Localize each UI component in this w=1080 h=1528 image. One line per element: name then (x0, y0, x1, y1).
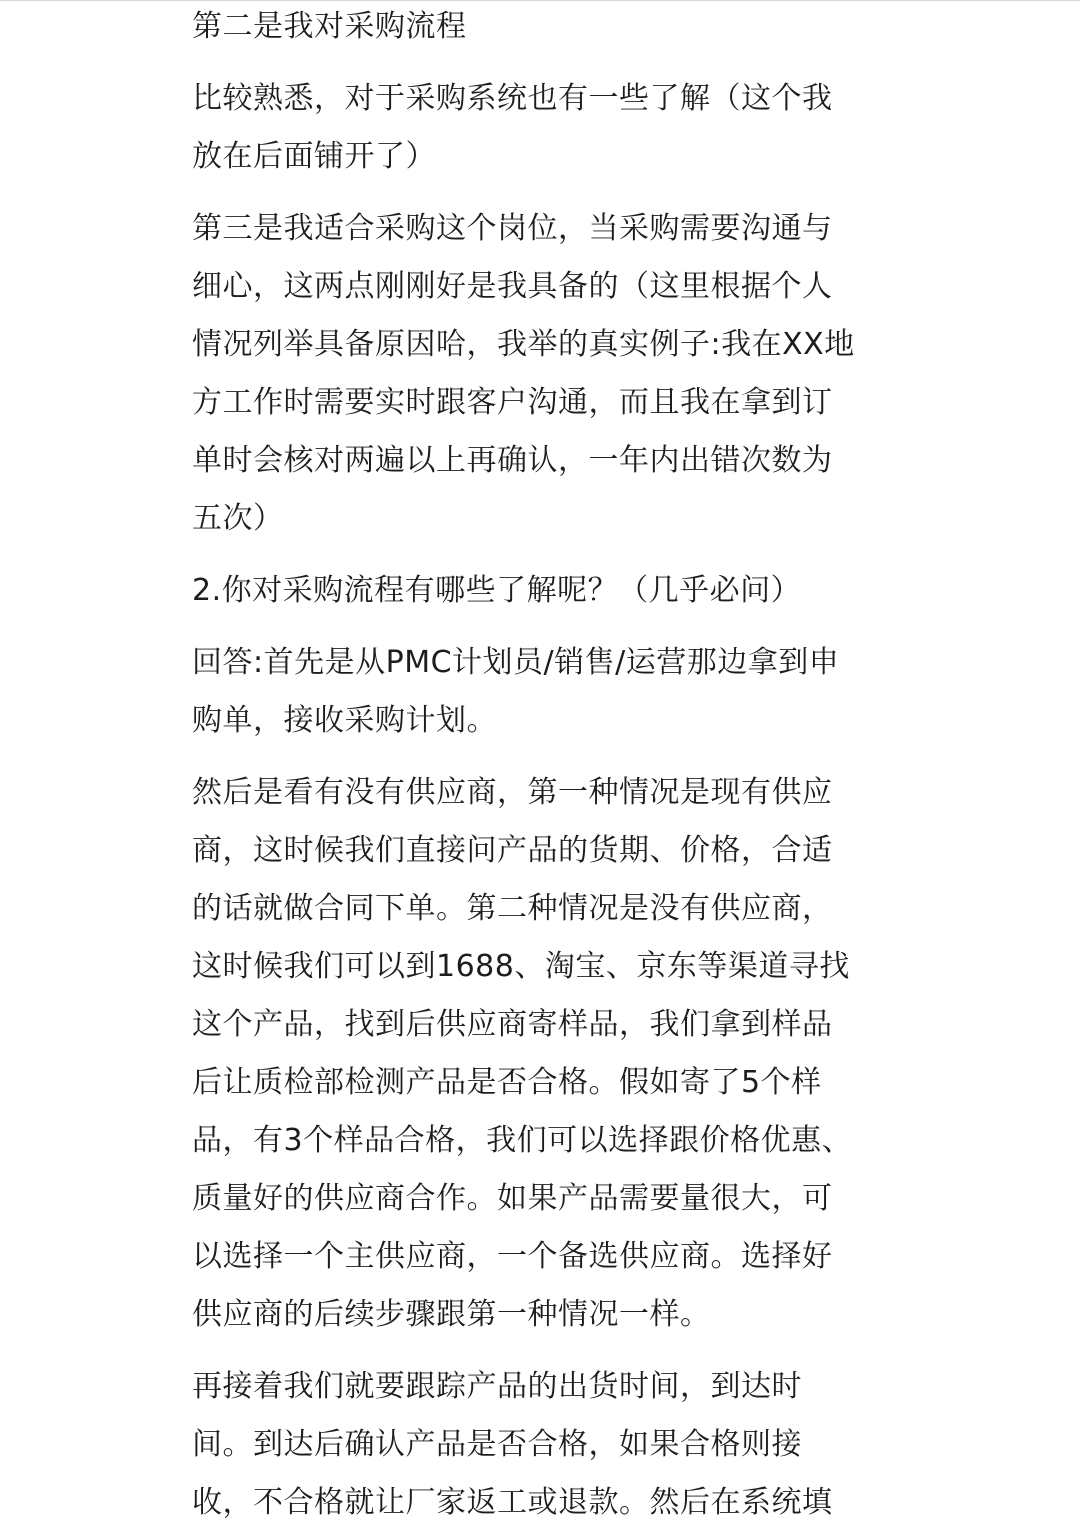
text-line: 比较熟悉，对于采购系统也有一些了解（这个我 (192, 81, 833, 116)
text-line: 购单，接收采购计划。 (192, 703, 497, 738)
text-line: 回答:首先是从PMC计划员/销售/运营那边拿到申 (192, 645, 840, 680)
text-line: 后让质检部检测产品是否合格。假如寄了5个样 (192, 1065, 822, 1100)
text-line: 然后是看有没有供应商，第一种情况是现有供应 (192, 775, 833, 810)
text-line: 再接着我们就要跟踪产品的出货时间，到达时 (192, 1369, 802, 1404)
text-line: 质量好的供应商合作。如果产品需要量很大，可 (192, 1181, 833, 1216)
text-line: 第二是我对采购流程 (192, 9, 467, 44)
text-line: 单时会核对两遍以上再确认，一年内出错次数为 (192, 443, 833, 478)
text-line: 供应商的后续步骤跟第一种情况一样。 (192, 1297, 711, 1332)
text-line: 这时候我们可以到1688、淘宝、京东等渠道寻找 (192, 949, 850, 984)
text-line: 第三是我适合采购这个岗位，当采购需要沟通与 (192, 211, 833, 246)
text-line: 品，有3个样品合格，我们可以选择跟价格优惠、 (192, 1123, 853, 1158)
text-line: 的话就做合同下单。第二种情况是没有供应商， (192, 891, 833, 926)
text-line: 以选择一个主供应商，一个备选供应商。选择好 (192, 1239, 833, 1274)
text-line: 五次） (192, 501, 284, 536)
text-line: 间。到达后确认产品是否合格，如果合格则接 (192, 1427, 802, 1462)
question-heading: 2.你对采购流程有哪些了解呢？（几乎必问） (192, 573, 802, 608)
article-body (0, 1, 1080, 1528)
text-line: 收，不合格就让厂家返工或退款。然后在系统填 (192, 1485, 833, 1520)
text-line: 商，这时候我们直接问产品的货期、价格，合适 (192, 833, 833, 868)
text-line: 放在后面铺开了） (192, 139, 436, 174)
text-line: 细心，这两点刚刚好是我具备的（这里根据个人 (192, 269, 833, 304)
text-line: 这个产品，找到后供应商寄样品，我们拿到样品 (192, 1007, 833, 1042)
text-line: 情况列举具备原因哈，我举的真实例子:我在XX地 (192, 327, 855, 362)
text-line: 方工作时需要实时跟客户沟通，而且我在拿到订 (192, 385, 833, 420)
